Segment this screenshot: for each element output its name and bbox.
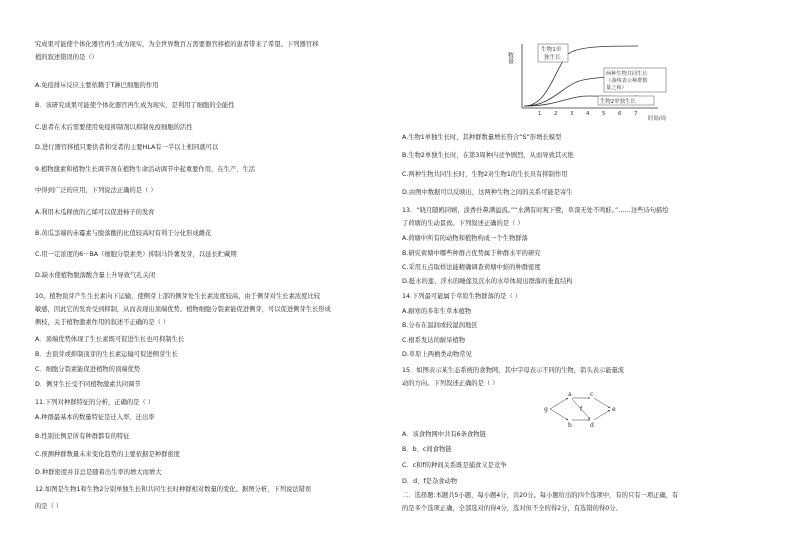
text-line: 9.植物激素和植物生长调节剂在植物生命活动调节中起重要作用，在生产、生活 [35,166,256,173]
figure12-legend-both-line3: 量之和） [606,85,627,91]
text-line: D．d、f是杂食动物 [402,478,458,485]
figure12-x-tick: 2 [554,111,558,117]
text-line: A.免疫排斥反应主要依赖于T淋巴细胞的作用 [35,82,159,89]
text-line: B．该研究成果可能使个体化器官再生成为现实，是利用了细胞的全能性 [35,102,235,109]
text-line: C.患者在术后需要使用免疫抑制剂以抑制免疫细胞的活性 [35,124,193,131]
figure12-x-tick: 4 [586,111,590,117]
text-line: 敏感，因此它的发育受到抑制，从而表现出顶端优势。植物细胞分裂素能促进侧芽，可以促进侧芽生长形成 [35,306,331,313]
text-line: 动的方向。下列叙述正确的是（ ） [402,380,499,387]
figure12-x-tick: 7 [634,111,638,117]
text-line: D.种群密度并非总是随着出生率的增大而增大 [35,469,162,476]
text-line: A.耐寒的多年生草本植物 [402,308,472,315]
text-line: B.研究荷塘中哪些种群占优势属于种群水平的研究 [402,250,541,257]
text-line: D.挺水的莲、浮水的睡莲及沉水的水草体现出群落的垂直结构 [402,278,573,285]
text-line: A．该食物网中共有6条食物链 [402,431,486,438]
text-line: B.生物2单独生长时，在第3周种内竞争剧烈，从而导致其灭绝 [402,152,574,159]
text-line: C．c和f的种间关系既是捕食又是竞争 [402,462,507,469]
text-line: D.草原上两栖类动物常见 [402,351,472,358]
food-web-node-a: a [568,391,572,398]
text-line: B．去顶芽或抑制顶芽的生长素运输可促进侧芽生长 [35,351,178,358]
text-line: A.生物1单独生长时，其种群数量增长符合“S”形增长模型 [402,134,562,141]
text-line: A．顶端优势体现了生长素既可促进生长也可抑制生长 [35,336,185,343]
text-line: C.根系发达的耐旱植物 [402,337,466,344]
text-line: 13．“晓月随鸥同嬉，淡香扑鼻满溢流。”“水满有时观下鹭，草深无处不鸣蛙。”……这些诗句描绘 [402,207,669,214]
figure12-x-tick: 6 [618,111,622,117]
text-line: B.分布在温润或较湿润地区 [402,322,478,329]
text-line: A.种群最基本的数量特征是迁入率、迁出率 [35,414,155,421]
food-web-node-g: g [544,406,548,413]
population-growth-figure [508,40,678,122]
text-line: C.两种生物共同生长时，生物2对生物1的生长具有抑制作用 [402,171,568,178]
text-line: 的是多个选项正确，全部选对的得4分，选对但不全的得2分，有选错的得0分。 [402,505,622,512]
text-line: 14.下列最可能属于草原生物群落的是（ ） [402,293,522,300]
text-line: A.利用木瓜释放的乙烯可以促进柿子的发育 [35,209,155,216]
figure12-legend1-line2: 独生长 [544,55,561,61]
food-web-node-b: b [568,422,572,429]
figure12-x-ticks [538,111,637,117]
text-line: 了荷塘的生动景致。下列叙述正确的是（ ） [402,220,524,227]
text-line: C.采用五点取样法能精确调查荷塘中蛙的种群密度 [402,264,541,271]
food-web-node-e: e [612,406,616,413]
text-line: A.荷塘中所有的动物和植物构成一个生物群落 [402,235,528,242]
text-line: D.缺水使植物脱落酸含量上升导致气孔关闭 [35,272,156,279]
text-line: 11.下列对种群特征的分析，正确的是（ ） [35,399,155,406]
text-line: 12.如图是生物1和生物2分别单独生长和共同生长时种群相对数量的变化。据图分析，下列说法错误 [35,486,312,493]
figure12-xlabel: 时间/周 [648,116,666,122]
text-line: 二．选择题:本题共5小题，每小题4分，共20分。每小题给出的四个选项中，有的只有一项正确，有 [402,492,679,499]
food-web-node-f: f [580,406,583,413]
text-line: D．侧芽生长受不同植物激素共同调节 [35,381,141,388]
food-web-node-d: d [590,422,594,429]
food-web-node-c: c [590,391,594,398]
figure12-legend-both-line1: 两种生物共同生长 [606,71,648,77]
text-line: 的是（ ） [35,503,63,510]
figure12-legend1-line1: 生物1单 [541,47,562,53]
figure12-x-tick: 1 [538,111,542,117]
figure12-x-tick: 5 [602,111,606,117]
text-line: D.由图中数据可以反映出，这两种生物之间的关系可能是寄生 [402,189,573,196]
figure12-x-tick: 3 [570,111,574,117]
text-line: C.预测种群数量未来变化趋势的主要依据是种群密度 [35,451,180,458]
text-line: D.进行器官移植只要供者和受者的主要HLA有一半以上相同就可以 [35,144,219,151]
text-line: 植的叙述错误的是（） [35,54,98,61]
text-line: 15．如图表示某生态系统的食物网，其中字母表示不同的生物，箭头表示能量流 [402,367,625,374]
text-line: 中得到广泛的应用，下列说法正确的是（ ） [35,187,157,194]
text-line: B．b、c间食物链 [402,446,452,453]
text-line: B.性别比例是所有种群都有的特征 [35,433,130,440]
text-line: 侧枝，关于植物激素作用的叙述不正确的是（ ） [35,319,170,326]
text-line: B.黄瓜茎端的赤霉素与脱落酸的比值较高时有利于分化形成雌花 [35,230,212,237]
text-line: 究成果可能使个体化器官再生成为现实，为全世界数百万需要器官移植的患者带来了希望。下列器官移 [35,41,319,48]
text-line: C．细胞分裂素能促进植物的顶端优势 [35,366,141,373]
text-line: C.用一定浓度的6－BA（细胞分裂素类）抑制马铃薯发芽，以延长贮藏期 [35,251,237,258]
food-web-figure [540,390,620,428]
figure12-legend2: 生物2单独生长 [600,99,636,105]
figure12-ylabel: 数量 [506,52,514,64]
text-line: 10。植物顶芽产生生长素向下运输，使侧芽上部的侧芽处生长素浓度较高，由于侧芽对生长素浓度比较 [35,293,321,300]
figure12-legend-both-line2: （曲线表示种群数 [606,78,648,84]
